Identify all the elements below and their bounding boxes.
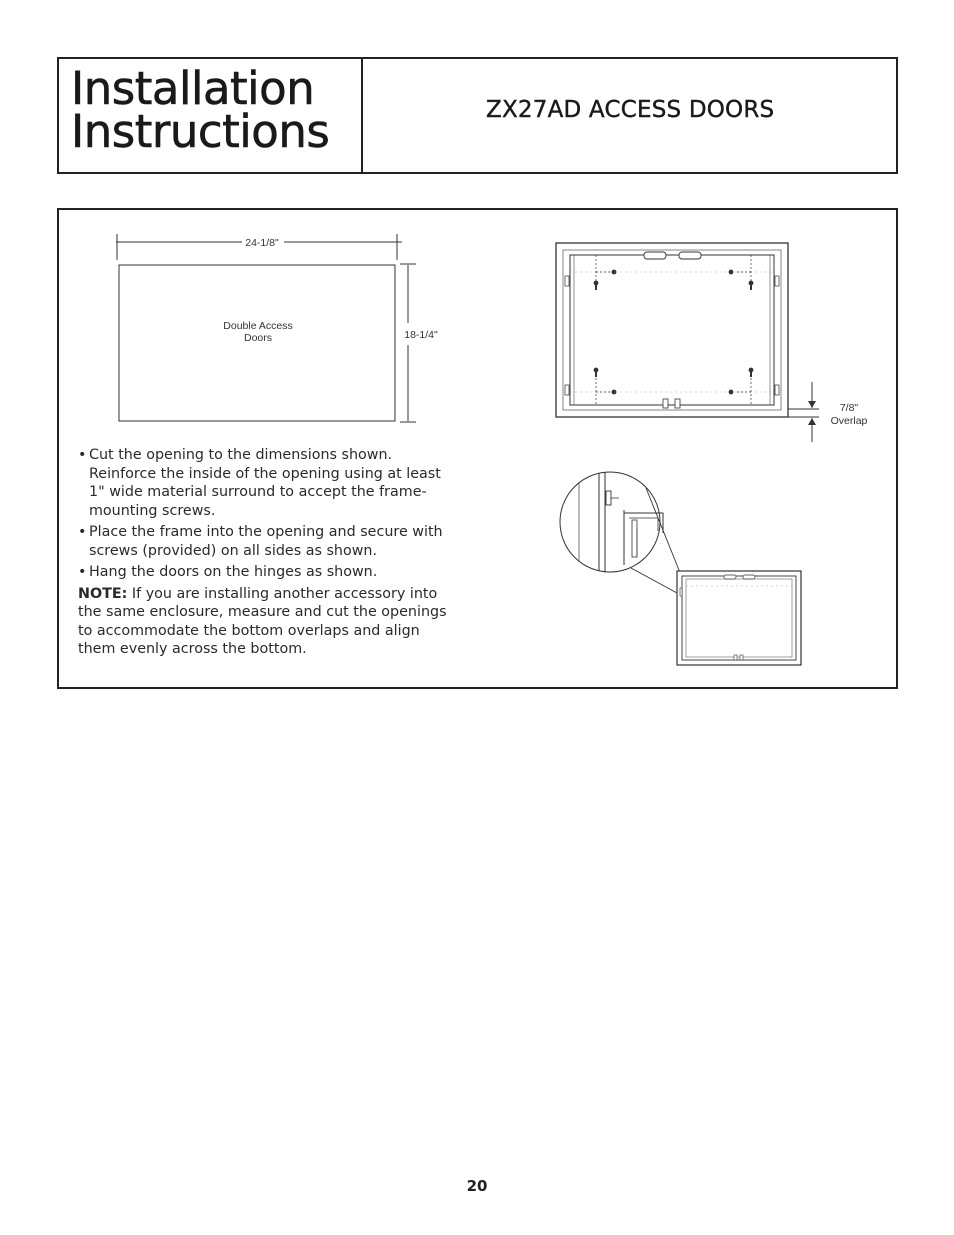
screw-icon [612,390,617,395]
instructions [78,446,458,659]
opening-label-line-2: Doors [243,332,273,344]
opening-label-line-1: Double Access [223,320,293,332]
door-bottom-latch-left [734,655,737,660]
screw-icon [750,371,752,377]
hinge-icon [606,491,611,505]
instruction-text: Place the frame into the opening and secure with screws (provided) on all sides as shown. [89,524,443,559]
instruction-item [78,523,458,560]
instruction-item [78,446,458,520]
header-divider [361,59,363,172]
screw-icon [750,284,752,290]
top-catch-left [644,252,666,259]
screw-guides [596,255,751,405]
bullet-icon: • [78,564,87,580]
instruction-list [78,446,458,582]
instruction-text: Cut the opening to the dimensions shown. Reinforce the inside of the opening using at least 1" wide material surround to accept the frame-mounting screws. [89,447,441,519]
note-label: NOTE: [78,585,128,602]
magnifier-circle [560,472,660,572]
bottom-latch-right [675,399,680,408]
content-box [57,208,898,689]
screw-icon [595,371,597,377]
top-catch-right [679,252,701,259]
door-hinge-left [680,588,682,596]
hinge-bottom-right [775,385,779,395]
title-line-2: Instructions [71,105,330,158]
overlap-value: 7/8" [839,402,859,414]
frame-diagram [556,243,868,442]
instruction-item [78,563,458,582]
overlap-label: Overlap [830,415,868,427]
screws [594,270,754,395]
screw-icon [729,270,734,275]
magnifier-leader-bottom [631,568,677,593]
arrow-down-icon [808,401,816,408]
hinge-bottom-left [565,385,569,395]
screw-icon [729,390,734,395]
door-frame-outer [677,571,801,665]
frame-outer [556,243,788,417]
note [78,585,458,659]
bullet-icon: • [78,447,87,463]
door-bottom-latch-right [740,655,743,660]
bottom-latch-left [663,399,668,408]
page-number: 20 [466,1177,488,1195]
instruction-text: Hang the doors on the hinges as shown. [89,564,378,580]
title-line-1: Installation [71,62,315,115]
arrow-up-icon [808,418,816,425]
bullet-icon: • [78,524,87,540]
screw-icon [612,270,617,275]
screw-icon [595,284,597,290]
door-top-catch-right [743,575,755,579]
frame-opening [570,255,774,405]
header-box [57,57,898,174]
hinge-detail-diagram [560,465,801,665]
hinge-top-left [565,276,569,286]
hinge-plate [632,520,637,557]
height-dim-label: 18-1/4" [404,329,438,341]
width-dim-label: 24-1/8" [245,237,279,249]
hinge-top-right [775,276,779,286]
opening-diagram [116,234,438,422]
door-top-catch-left [724,575,736,579]
section-title: ZX27AD ACCESS DOORS [486,97,775,123]
note-text: If you are installing another accessory into the same enclosure, measure and cut the openings to accommodate the bottom overlaps and align them evenly across the bottom. [78,585,447,657]
page-title [71,62,330,158]
